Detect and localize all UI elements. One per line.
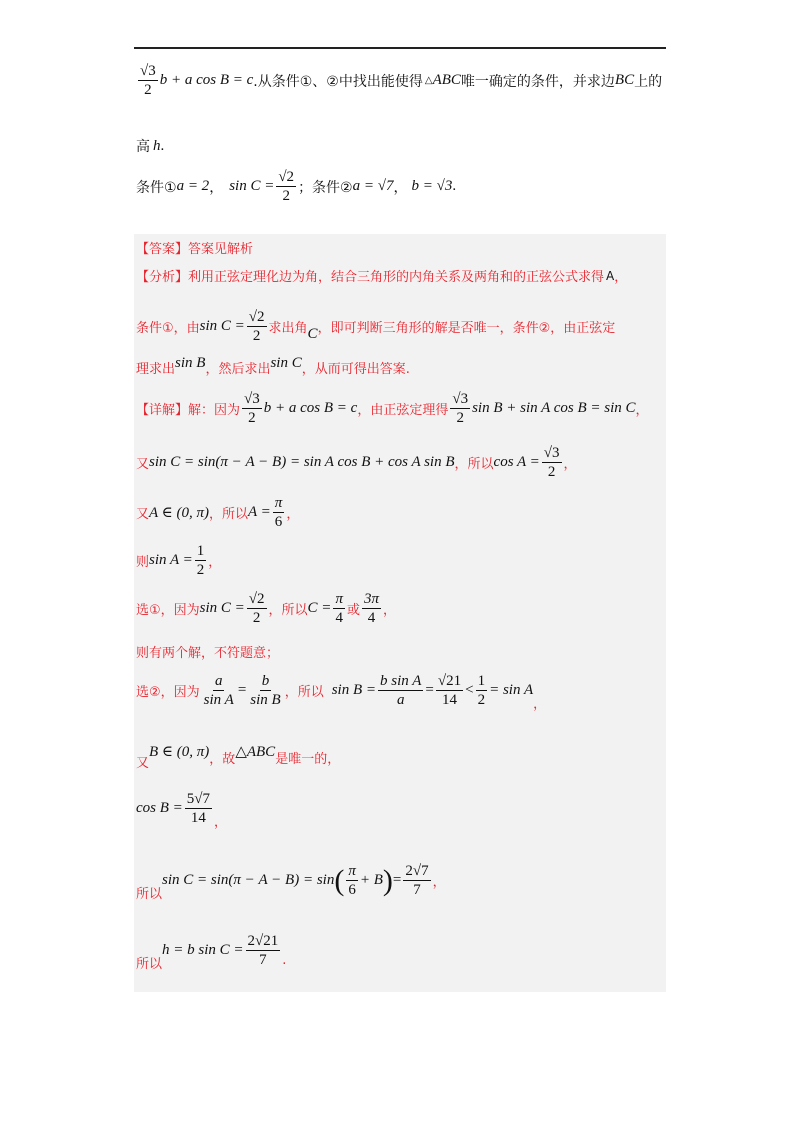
problem-line-2: 高 h .	[136, 137, 165, 155]
detail-line-3: 又 A ∈ (0, π) ，所以 A = $\frac{\pi}{6}$ ，	[136, 495, 300, 530]
analysis-line-1: 【分析】 利用正弦定理化边为角，结合三角形的内角关系及两角和的正弦公式求得 A ，	[136, 268, 628, 285]
answer-title: 【答案】 答案见解析	[136, 242, 254, 257]
detail-choose-1: 选①，因为 sin C = $\frac{√2}{2}$ ，所以 C = $\frac{\pi}{4}$ 或 $\frac{3\pi}{4}$ ，	[136, 591, 396, 626]
analysis-line-3: 理求出 sin B ，然后求出 sin C ，从而可得出答案.	[136, 355, 410, 377]
fraction-sqrt3-over-2: $\frac{√3}{2}$	[140, 63, 156, 98]
detail-line-1: 【详解】 解：因为 $\frac{√3}{2}$ b + a cos B = c ，由正弦定理得 $\frac{√3}{2}$ sin B + sin A cos B = sin C ，	[136, 391, 649, 426]
problem-text: .从条件①、②中找出能使得	[253, 73, 423, 90]
conditions-line: 条件① a = 2 ， sin C = $\frac{√2}{2}$ ；条件② a = √7 ， b = √3 .	[136, 169, 457, 204]
detail-sinC: 所以 sin C = sin(π − A − B) = sin ( $\frac{\pi}{6}$ + B ) = $\frac{2√7}{7}$ ，	[136, 863, 446, 902]
detail-line-2: 又 sin C = sin(π − A − B) = sin A cos B + cos A sin B ，所以 cos A = $\frac{√3}{2}$ ，	[136, 445, 577, 480]
detail-two-solutions: 则有两个解，不符题意；	[136, 646, 280, 661]
given-equation: b + a cos B = c	[159, 72, 254, 88]
detail-cosB: cos B = $\frac{5√7}{14}$ ，	[136, 791, 228, 830]
detail-choose-2: 选②，因为 $\frac{a}{\text{sin A}}$ = $\frac{b}{\text{sin B}}$ ，所以 sin B = $\frac{\text{b sin A}}{a}$ = $\frac{√21}{14}$ < $\frac{1}{2}$ = sin A ，	[136, 673, 547, 712]
detail-line-4: 则 sin A = $\frac{1}{2}$ ，	[136, 543, 222, 578]
detail-h: 所以 h = b sin C = $\frac{2√21}{7}$ .	[136, 933, 287, 972]
top-rule	[134, 47, 666, 49]
analysis-line-2: 条件①，由 sin C = $\frac{√2}{2}$ 求出角 C ，即可判断三角形的解是否唯一，条件②，由正弦定	[136, 309, 616, 344]
detail-line-7: 又 B ∈ (0, π) ，故 △ABC 是唯一的，	[136, 744, 341, 771]
problem-line-1: $\frac{√3}{2}$ b + a cos B = c .从条件①、②中找出能使得 △ ABC 唯一确定的条件，并求边 BC 上的	[140, 63, 663, 98]
